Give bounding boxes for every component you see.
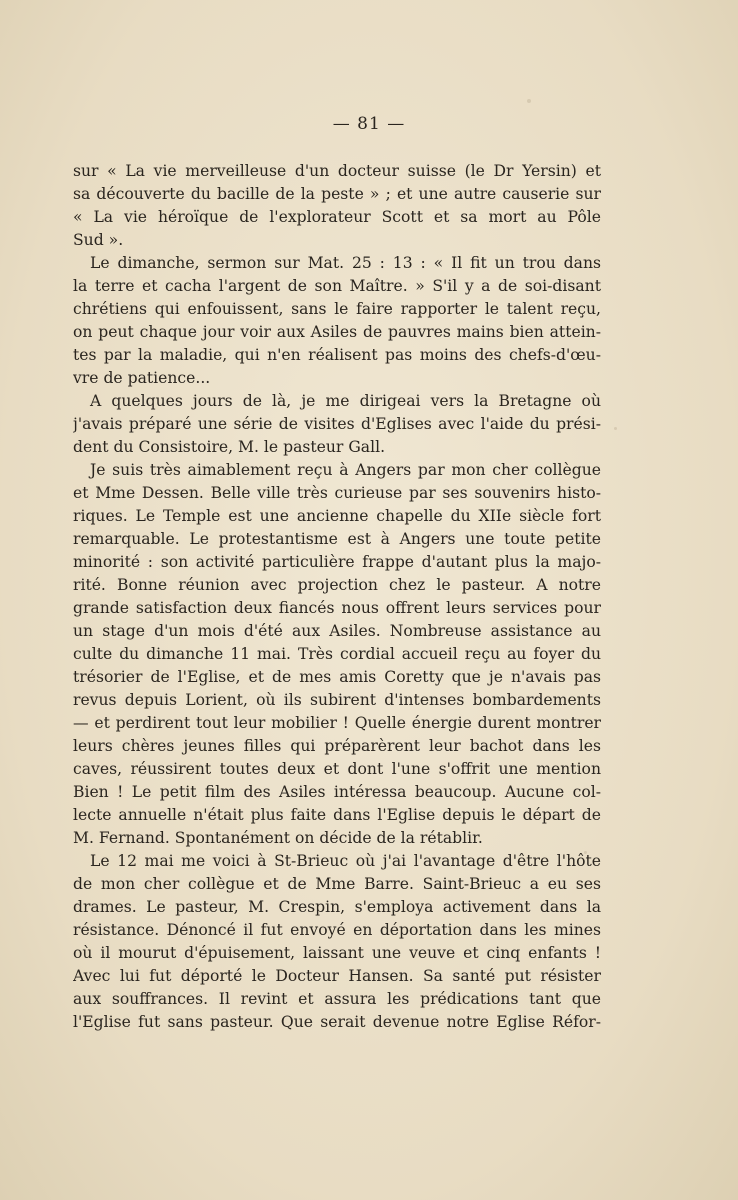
text-line: on peut chaque jour voir aux Asiles de pauvres mains bien attein- (73, 323, 601, 341)
text-line: où il mourut d'épuisement, laissant une veuve et cinq enfants ! (73, 944, 601, 962)
text-line: Le dimanche, sermon sur Mat. 25 : 13 : « Il fit un trou dans (90, 254, 601, 272)
paper-speck (527, 99, 531, 103)
page-number: — 81 — (332, 114, 406, 134)
text-line: l'Eglise fut sans pasteur. Que serait devenue notre Eglise Réfor- (73, 1013, 601, 1031)
text-line: Bien ! Le petit film des Asiles intéressa beaucoup. Aucune col- (73, 783, 601, 801)
text-line: Je suis très aimablement reçu à Angers par mon cher collègue (90, 461, 601, 479)
text-line: caves, réussirent toutes deux et dont l'une s'offrit une mention (73, 760, 601, 778)
text-line: lecte annuelle n'était plus faite dans l'Eglise depuis le départ de (73, 806, 601, 824)
paper-speck (614, 427, 617, 430)
text-line: A quelques jours de là, je me dirigeai vers la Bretagne où (90, 392, 601, 410)
text-line: Le 12 mai me voici à St-Brieuc où j'ai l'avantage d'être l'hôte (90, 852, 601, 870)
text-line: tes par la maladie, qui n'en réalisent pas moins des chefs-d'œu- (73, 346, 601, 364)
text-line: leurs chères jeunes filles qui préparèrent leur bachot dans les (73, 737, 601, 755)
text-line: remarquable. Le protestantisme est à Angers une toute petite (73, 530, 601, 548)
body-text (73, 160, 601, 1034)
text-line: revus depuis Lorient, où ils subirent d'intenses bombardements (73, 691, 601, 709)
text-line: Sud ». (73, 231, 124, 249)
text-line: un stage d'un mois d'été aux Asiles. Nombreuse assistance au (73, 622, 601, 640)
text-line: drames. Le pasteur, M. Crespin, s'employa activement dans la (73, 898, 601, 916)
text-line: et Mme Dessen. Belle ville très curieuse par ses souvenirs histo- (73, 484, 601, 502)
text-line: rité. Bonne réunion avec projection chez le pasteur. A notre (73, 576, 601, 594)
text-line: sur « La vie merveilleuse d'un docteur suisse (le Dr Yersin) et (73, 162, 601, 180)
text-line: dent du Consistoire, M. le pasteur Gall. (73, 438, 386, 456)
text-line: trésorier de l'Eglise, et de mes amis Coretty que je n'avais pas (73, 668, 601, 686)
text-line: — et perdirent tout leur mobilier ! Quelle énergie durent montrer (73, 714, 601, 732)
text-line: M. Fernand. Spontanément on décide de la rétablir. (73, 829, 483, 847)
text-line: j'avais préparé une série de visites d'Eglises avec l'aide du prési- (73, 415, 601, 433)
text-line: minorité : son activité particulière frappe d'autant plus la majo- (73, 553, 601, 571)
text-line: résistance. Dénoncé il fut envoyé en déportation dans les mines (73, 921, 601, 939)
text-line: riques. Le Temple est une ancienne chapelle du XIIe siècle fort (73, 507, 601, 525)
text-line: sa découverte du bacille de la peste » ; et une autre causerie sur (73, 185, 601, 203)
text-line: la terre et cacha l'argent de son Maître. » S'il y a de soi-disant (73, 277, 601, 295)
text-line: vre de patience... (73, 369, 211, 387)
text-line: chrétiens qui enfouissent, sans le faire rapporter le talent reçu, (73, 300, 601, 318)
text-line: « La vie héroïque de l'explorateur Scott et sa mort au Pôle (73, 208, 601, 226)
text-line: Avec lui fut déporté le Docteur Hansen. Sa santé put résister (73, 967, 601, 985)
text-line: aux souffrances. Il revint et assura les prédications tant que (73, 990, 601, 1008)
text-line: de mon cher collègue et de Mme Barre. Saint-Brieuc a eu ses (73, 875, 601, 893)
text-line: grande satisfaction deux fiancés nous offrent leurs services pour (73, 599, 601, 617)
text-line: culte du dimanche 11 mai. Très cordial accueil reçu au foyer du (73, 645, 601, 663)
